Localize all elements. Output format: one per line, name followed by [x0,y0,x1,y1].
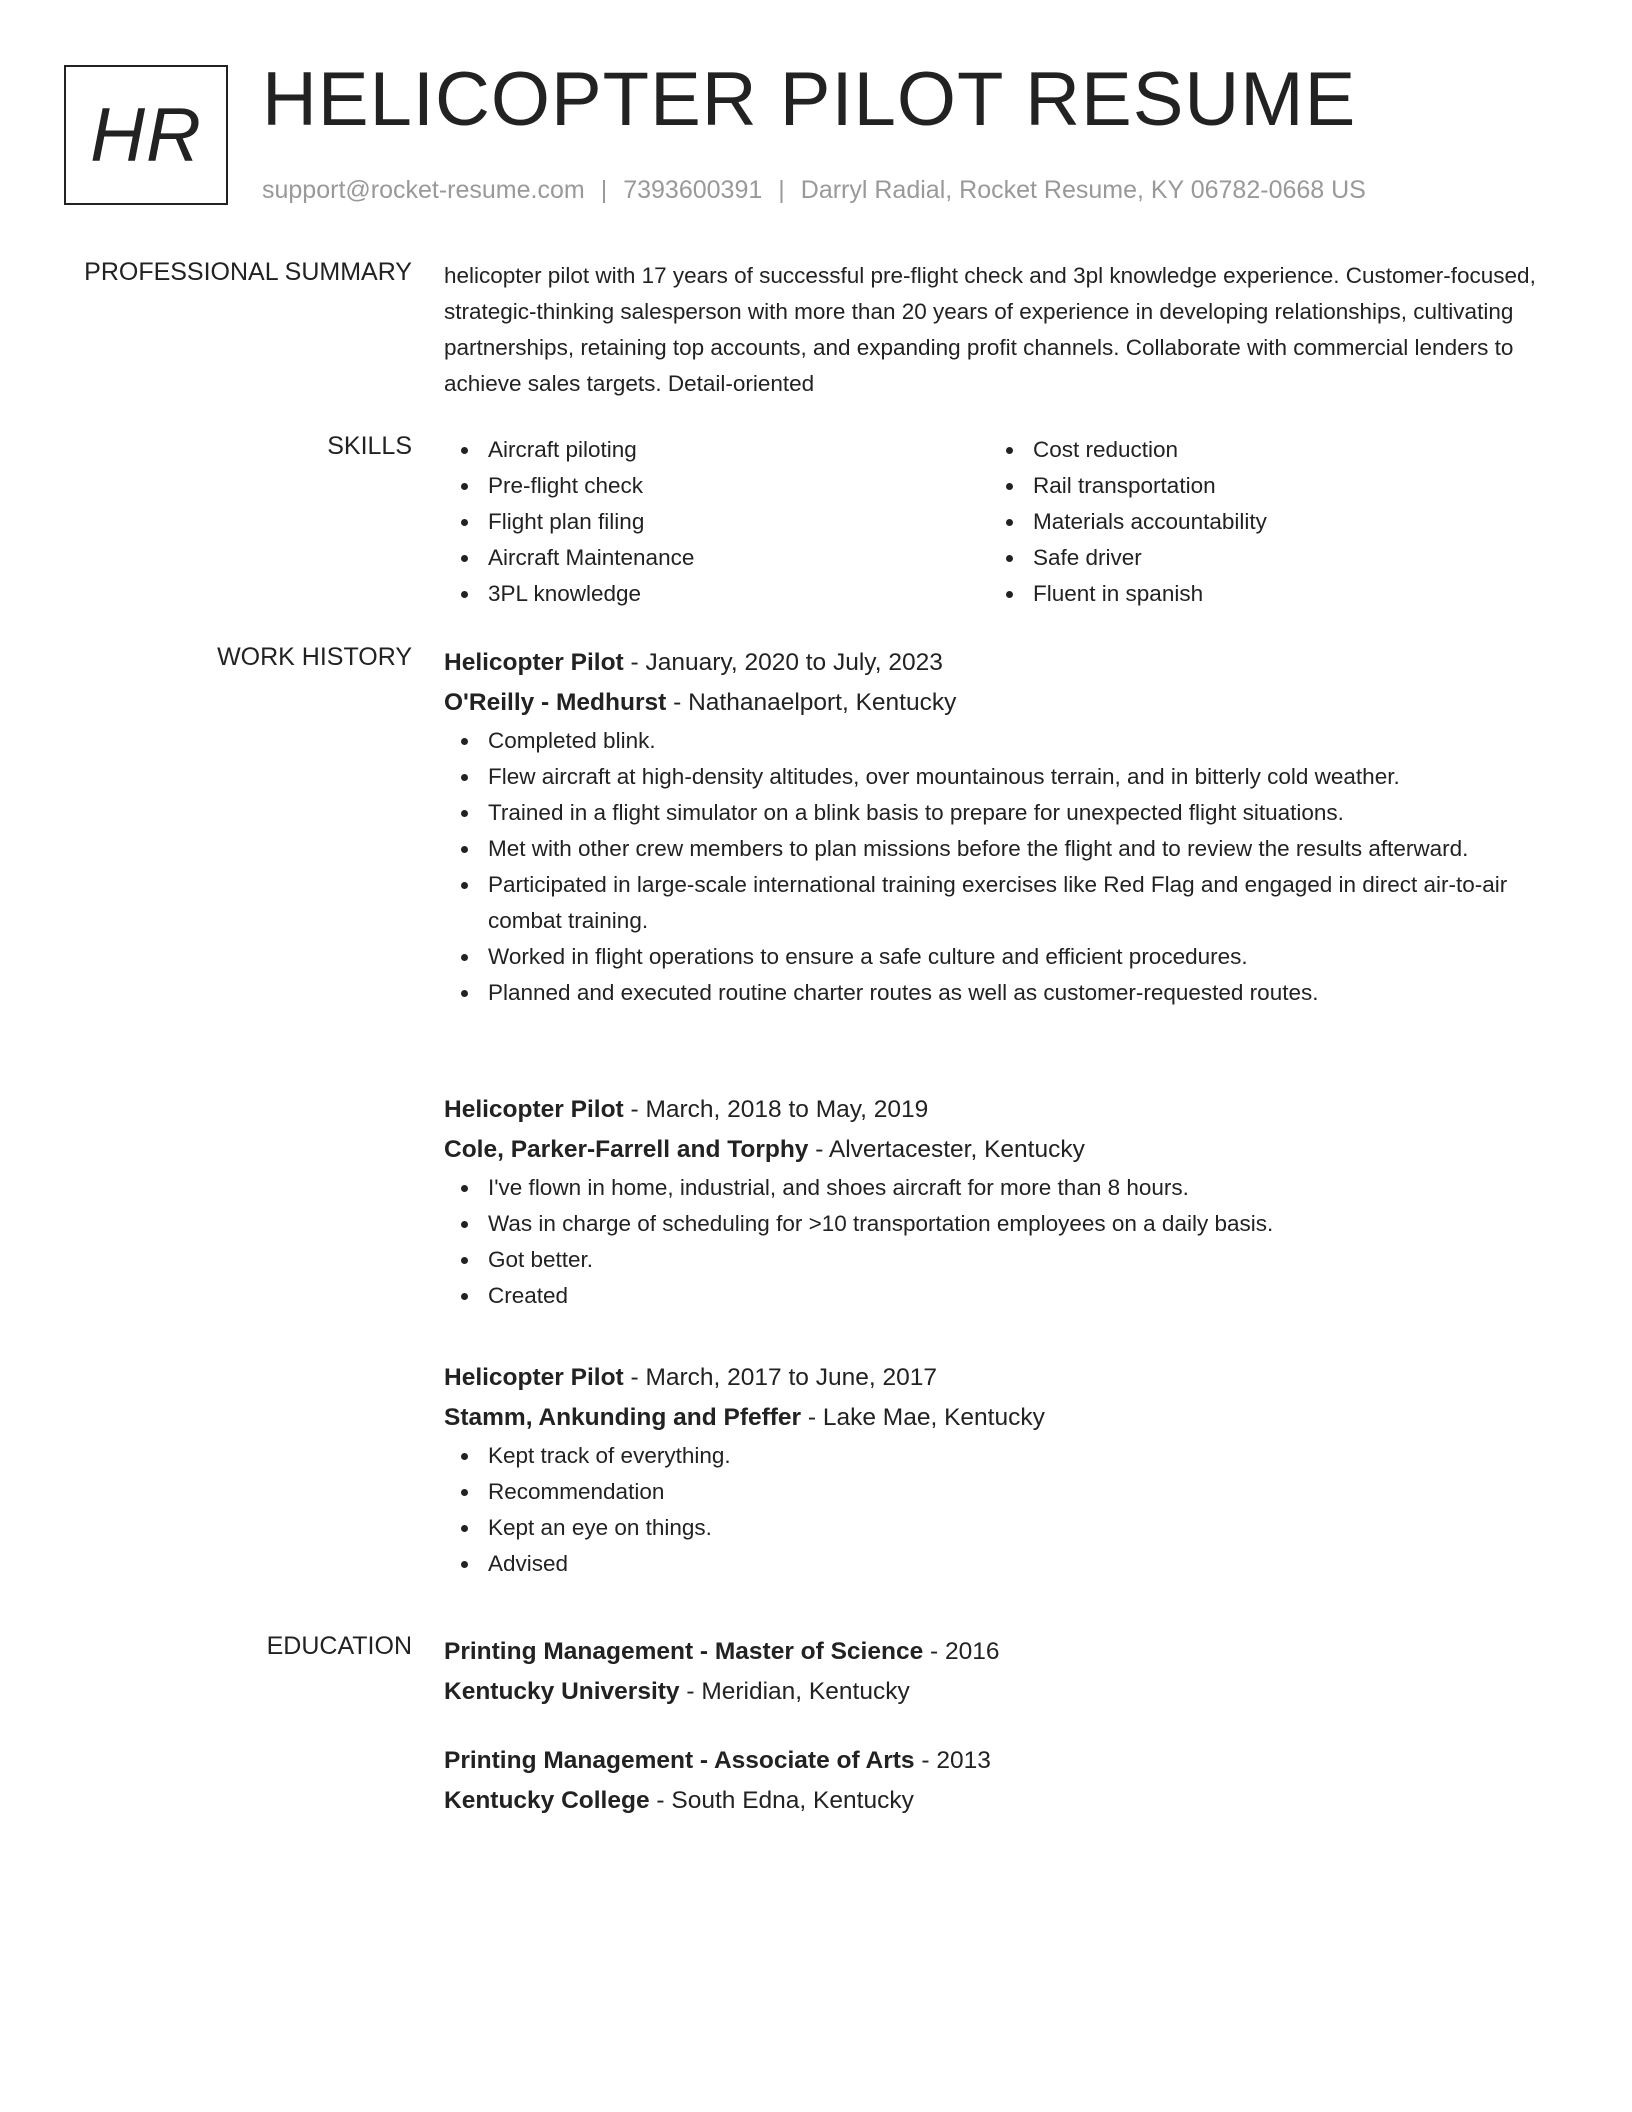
job-bullet: Planned and executed routine charter routes as well as customer-requested routes. [444,975,1574,1011]
job-bullet: Kept an eye on things. [444,1510,1574,1546]
bullet-icon [1006,483,1013,490]
contact-line [262,176,1366,205]
school: Kentucky University [444,1678,680,1705]
job-bullet: Met with other crew members to plan missions before the flight and to review the results afterward. [444,831,1574,867]
job-title: Helicopter Pilot [444,1096,624,1123]
job-bullet: Advised [444,1546,1574,1582]
bullet-icon [461,1489,468,1496]
job-title: Helicopter Pilot [444,649,624,676]
monogram-logo: HR [64,65,228,205]
degree-year: 2013 [936,1747,991,1774]
job-bullet-list [444,723,1574,1011]
page-title: HELICOPTER PILOT RESUME [262,57,1357,142]
skill-item: Safe driver [989,540,1534,576]
job-bullet: Created [444,1278,1574,1314]
school: Kentucky College [444,1787,650,1814]
skill-item: Materials accountability [989,504,1534,540]
job-location: Nathanaelport, Kentucky [688,689,957,716]
job-dates: March, 2018 to May, 2019 [645,1096,929,1123]
summary-text: helicopter pilot with 17 years of successful pre-flight check and 3pl knowledge experience. Customer-focused, strategic-thinking salesperson with more than 20 years of experience in developing relationships, cultivating partnerships, retaining top accounts, and expanding profit channels. Collaborate with commercial lenders to achieve sales targets. Detail-oriented [444,263,1536,396]
job-bullet: Participated in large-scale international training exercises like Red Flag and engaged in direct air-to-air combat training. [444,867,1574,939]
skill-item: Rail transportation [989,468,1534,504]
skill-item: Fluent in spanish [989,576,1534,612]
job-company: O'Reilly - Medhurst [444,689,667,716]
degree: Printing Management - Master of Science [444,1638,924,1665]
bullet-icon [1006,555,1013,562]
summary-body [444,258,1574,402]
bullet-icon [461,483,468,490]
skill-item: 3PL knowledge [444,576,989,612]
bullet-icon [461,1257,468,1264]
bullet-icon [1006,591,1013,598]
job-company-line: Cole, Parker-Farrell and Torphy - Alvertacester, Kentucky [444,1136,1085,1163]
job-title-line: Helicopter Pilot - March, 2018 to May, 2019 [444,1096,929,1123]
bullet-icon [461,810,468,817]
bullet-icon [461,1221,468,1228]
section-heading-skills: SKILLS [327,432,412,460]
skill-item: Cost reduction [989,432,1534,468]
bullet-icon [461,1453,468,1460]
degree-line: Printing Management - Master of Science - 2016 [444,1638,1000,1665]
phone-number: 7393600391 [623,176,763,204]
job-bullet: Trained in a flight simulator on a blink basis to prepare for unexpected flight situations. [444,795,1574,831]
bullet-icon [1006,519,1013,526]
job-bullet-list [444,1170,1574,1314]
job-bullet-list [444,1438,1574,1582]
school-location: South Edna, Kentucky [671,1787,914,1814]
school-line: Kentucky College - South Edna, Kentucky [444,1787,914,1814]
degree-year: 2016 [945,1638,1000,1665]
bullet-icon [461,738,468,745]
skill-item: Flight plan filing [444,504,989,540]
job-title: Helicopter Pilot [444,1364,624,1391]
job-bullet: Completed blink. [444,723,1574,759]
job-bullet: Kept track of everything. [444,1438,1574,1474]
bullet-icon [461,846,468,853]
job-dates: March, 2017 to June, 2017 [645,1364,937,1391]
job-company-line: Stamm, Ankunding and Pfeffer - Lake Mae, Kentucky [444,1404,1045,1431]
school-line: Kentucky University - Meridian, Kentucky [444,1678,910,1705]
contact-separator: | [600,176,608,204]
education-entry [444,1632,1574,1712]
job-title-line: Helicopter Pilot - January, 2020 to July, 2023 [444,649,943,676]
job-bullet: Got better. [444,1242,1574,1278]
skill-item: Pre-flight check [444,468,989,504]
section-heading-summary: PROFESSIONAL SUMMARY [84,258,412,286]
skills-column-right [989,432,1534,612]
job-dates: January, 2020 to July, 2023 [645,649,943,676]
degree-line: Printing Management - Associate of Arts - 2013 [444,1747,991,1774]
job-location: Lake Mae, Kentucky [822,1404,1045,1431]
bullet-icon [461,519,468,526]
skills-column-left [444,432,989,612]
bullet-icon [1006,447,1013,454]
section-heading-work-history: WORK HISTORY [217,643,412,671]
job-company: Stamm, Ankunding and Pfeffer [444,1404,802,1431]
skill-item: Aircraft piloting [444,432,989,468]
degree: Printing Management - Associate of Arts [444,1747,915,1774]
bullet-icon [461,591,468,598]
job-entry [444,1358,1574,1582]
contact-separator: | [778,176,785,204]
address: Darryl Radial, Rocket Resume, KY 06782-0668 US [800,176,1366,204]
job-company: Cole, Parker-Farrell and Torphy [444,1136,809,1163]
section-heading-education: EDUCATION [266,1632,412,1660]
job-location: Alvertacester, Kentucky [828,1136,1085,1163]
bullet-icon [461,1185,468,1192]
bullet-icon [461,774,468,781]
bullet-icon [461,555,468,562]
job-title-line: Helicopter Pilot - March, 2017 to June, 2017 [444,1364,937,1391]
email-link[interactable]: support@rocket-resume.com [262,176,585,204]
bullet-icon [461,990,468,997]
bullet-icon [461,447,468,454]
skill-item: Aircraft Maintenance [444,540,989,576]
job-entry [444,1090,1574,1314]
job-bullet: Was in charge of scheduling for >10 transportation employees on a daily basis. [444,1206,1574,1242]
bullet-icon [461,1561,468,1568]
job-entry [444,643,1574,1011]
job-bullet: Worked in flight operations to ensure a safe culture and efficient procedures. [444,939,1574,975]
education-entry [444,1741,1574,1821]
bullet-icon [461,882,468,889]
job-bullet: Recommendation [444,1474,1574,1510]
education-body [444,1632,1574,1814]
job-bullet: Flew aircraft at high-density altitudes, over mountainous terrain, and in bitterly cold weather. [444,759,1574,795]
work-history-body [444,643,1574,1576]
bullet-icon [461,954,468,961]
skills-body [444,432,1574,612]
bullet-icon [461,1525,468,1532]
school-location: Meridian, Kentucky [701,1678,910,1705]
job-bullet: I've flown in home, industrial, and shoes aircraft for more than 8 hours. [444,1170,1574,1206]
bullet-icon [461,1293,468,1300]
job-company-line: O'Reilly - Medhurst - Nathanaelport, Kentucky [444,689,957,716]
